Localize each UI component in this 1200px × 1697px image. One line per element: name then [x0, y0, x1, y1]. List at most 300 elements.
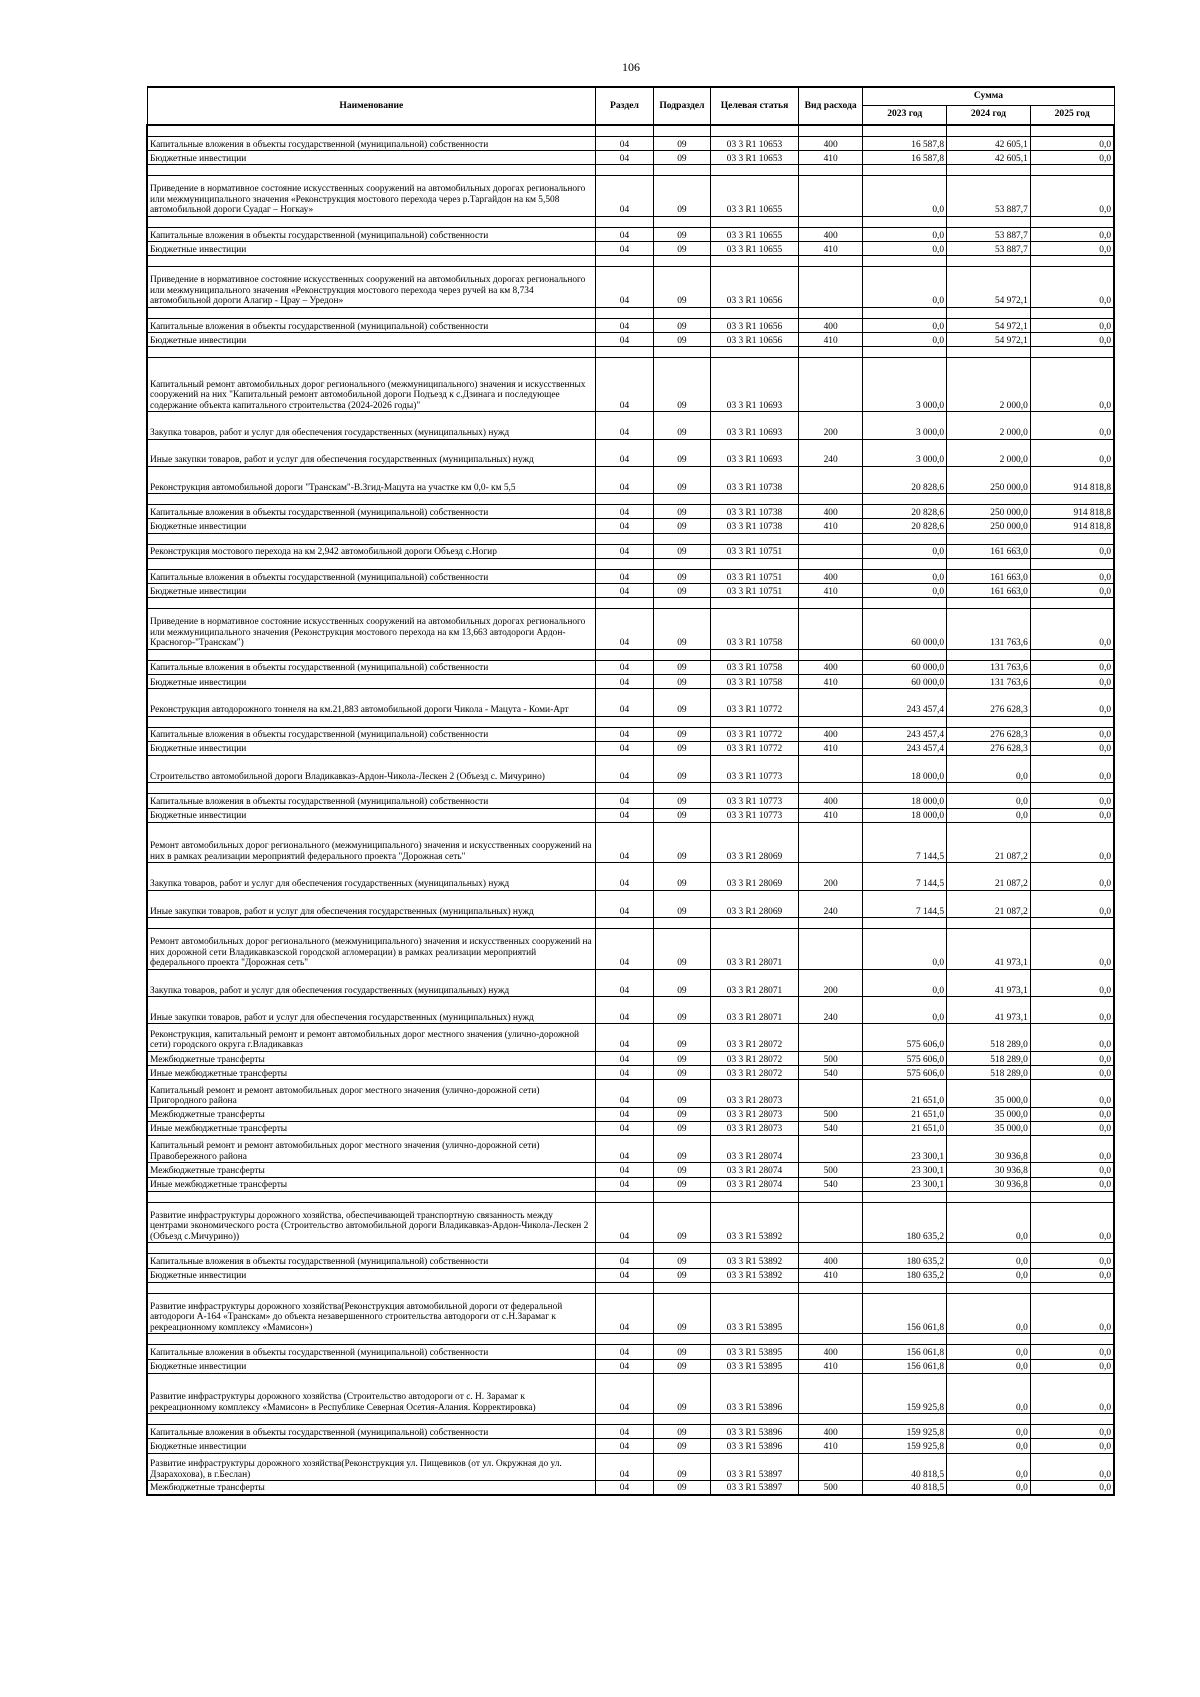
- table-row: [147, 151, 1114, 165]
- cell-2025: 0,0: [1030, 1163, 1114, 1177]
- cell-vid: 500: [798, 1481, 863, 1495]
- cell-name: Капитальные вложения в объекты государственной (муниципальной) собственности: [147, 660, 596, 674]
- table-row: [147, 929, 1114, 970]
- cell-tselevaya: 03 3 R1 53897: [711, 1481, 799, 1495]
- spacer-cell: [798, 1243, 863, 1254]
- header-name: Наименование: [147, 87, 596, 125]
- cell-tselevaya: 03 3 R1 10693: [711, 358, 799, 412]
- table-row: [147, 1481, 1114, 1495]
- cell-2024: 21 087,2: [947, 863, 1031, 890]
- table-row: [147, 808, 1114, 822]
- spacer-cell: [653, 494, 710, 505]
- spacer-cell: [863, 533, 947, 544]
- cell-2025: 0,0: [1030, 1481, 1114, 1495]
- cell-2023: 16 587,8: [863, 137, 947, 151]
- table-row: [147, 1439, 1114, 1453]
- spacer-cell: [863, 347, 947, 358]
- cell-name: Межбюджетные трансферты: [147, 1481, 596, 1495]
- cell-2023: 3 000,0: [863, 412, 947, 439]
- cell-podrazdel: 09: [653, 1121, 710, 1135]
- cell-tselevaya: 03 3 R1 10751: [711, 584, 799, 598]
- cell-razdel: 04: [596, 1051, 653, 1065]
- cell-tselevaya: 03 3 R1 10653: [711, 151, 799, 165]
- cell-tselevaya: 03 3 R1 10656: [711, 267, 799, 308]
- cell-vid: [798, 1453, 863, 1480]
- cell-name: Бюджетные инвестиции: [147, 808, 596, 822]
- table-row: [147, 794, 1114, 808]
- spacer-row: [147, 598, 1114, 609]
- spacer-cell: [947, 165, 1031, 176]
- cell-tselevaya: 03 3 R1 10655: [711, 176, 799, 217]
- cell-podrazdel: 09: [653, 609, 710, 650]
- cell-2025: 0,0: [1030, 1024, 1114, 1051]
- cell-razdel: 04: [596, 137, 653, 151]
- cell-vid: 410: [798, 1359, 863, 1373]
- cell-2024: 161 663,0: [947, 584, 1031, 598]
- spacer-cell: [947, 649, 1031, 660]
- cell-2024: 0,0: [947, 1293, 1031, 1334]
- cell-razdel: 04: [596, 267, 653, 308]
- cell-vid: 410: [798, 519, 863, 533]
- cell-2024: 53 887,7: [947, 176, 1031, 217]
- spacer-cell: [596, 716, 653, 727]
- cell-2023: 0,0: [863, 267, 947, 308]
- table-row: [147, 519, 1114, 533]
- header-podrazdel: Подраздел: [653, 87, 710, 125]
- cell-razdel: 04: [596, 741, 653, 755]
- cell-2024: 276 628,3: [947, 727, 1031, 741]
- cell-name: Развитие инфраструктуры дорожного хозяйства(Реконструкция автомобильной дороги от федеральной автодороги А-164 «Транскам» до объекта незавершенного строительства автодороги от с.Н.Зарамаг к рекреационному комплексу «Мамисон»): [147, 1293, 596, 1334]
- cell-razdel: 04: [596, 808, 653, 822]
- cell-tselevaya: 03 3 R1 10758: [711, 660, 799, 674]
- cell-name: Реконструкция автодорожного тоннеля на км.21,883 автомобильной дороги Чикола - Мацута - Коми-Арт: [147, 689, 596, 716]
- spacer-cell: [863, 1243, 947, 1254]
- cell-2024: 0,0: [947, 1481, 1031, 1495]
- cell-podrazdel: 09: [653, 412, 710, 439]
- cell-tselevaya: 03 3 R1 10758: [711, 675, 799, 689]
- cell-name: Бюджетные инвестиции: [147, 1268, 596, 1282]
- cell-podrazdel: 09: [653, 1051, 710, 1065]
- table-row: [147, 1080, 1114, 1107]
- cell-vid: 200: [798, 412, 863, 439]
- cell-vid: [798, 466, 863, 493]
- spacer-cell: [947, 598, 1031, 609]
- spacer-row: [147, 494, 1114, 505]
- cell-tselevaya: 03 3 R1 10773: [711, 794, 799, 808]
- spacer-cell: [653, 347, 710, 358]
- cell-name: Закупка товаров, работ и услуг для обеспечения государственных (муниципальных) нужд: [147, 412, 596, 439]
- cell-tselevaya: 03 3 R1 28071: [711, 997, 799, 1024]
- cell-2023: 18 000,0: [863, 794, 947, 808]
- cell-vid: [798, 544, 863, 558]
- spacer-cell: [711, 347, 799, 358]
- cell-vid: 200: [798, 863, 863, 890]
- cell-razdel: 04: [596, 1177, 653, 1191]
- spacer-cell: [863, 494, 947, 505]
- spacer-cell: [863, 1414, 947, 1425]
- cell-vid: [798, 755, 863, 782]
- cell-2023: 180 635,2: [863, 1202, 947, 1243]
- cell-tselevaya: 03 3 R1 10693: [711, 439, 799, 466]
- cell-2025: 0,0: [1030, 689, 1114, 716]
- header-summa: Сумма: [863, 87, 1114, 105]
- table-row: [147, 267, 1114, 308]
- table-row: [147, 412, 1114, 439]
- table-row: [147, 569, 1114, 583]
- cell-2024: 53 887,7: [947, 242, 1031, 256]
- spacer-cell: [711, 918, 799, 929]
- cell-2024: 2 000,0: [947, 439, 1031, 466]
- spacer-cell: [653, 918, 710, 929]
- cell-name: Иные межбюджетные трансферты: [147, 1177, 596, 1191]
- spacer-cell: [653, 125, 710, 137]
- spacer-row: [147, 918, 1114, 929]
- cell-2024: 42 605,1: [947, 151, 1031, 165]
- spacer-cell: [1030, 918, 1114, 929]
- cell-podrazdel: 09: [653, 660, 710, 674]
- cell-razdel: 04: [596, 1268, 653, 1282]
- cell-razdel: 04: [596, 412, 653, 439]
- cell-name: Развитие инфраструктуры дорожного хозяйства(Реконструкция ул. Пищевиков (от ул. Окружная до ул. Дзарахохова), в г.Беслан): [147, 1453, 596, 1480]
- cell-tselevaya: 03 3 R1 53892: [711, 1254, 799, 1268]
- cell-name: Бюджетные инвестиции: [147, 1439, 596, 1453]
- cell-2025: 0,0: [1030, 1359, 1114, 1373]
- cell-2025: 0,0: [1030, 609, 1114, 650]
- cell-razdel: 04: [596, 1293, 653, 1334]
- spacer-cell: [1030, 165, 1114, 176]
- cell-2023: 3 000,0: [863, 439, 947, 466]
- cell-2025: 0,0: [1030, 318, 1114, 332]
- cell-2024: 0,0: [947, 1453, 1031, 1480]
- table-row: [147, 1177, 1114, 1191]
- cell-podrazdel: 09: [653, 1024, 710, 1051]
- cell-2024: 161 663,0: [947, 544, 1031, 558]
- table-row: [147, 176, 1114, 217]
- cell-2023: 23 300,1: [863, 1136, 947, 1163]
- cell-2024: 250 000,0: [947, 519, 1031, 533]
- cell-2025: 0,0: [1030, 1051, 1114, 1065]
- table-row: [147, 1254, 1114, 1268]
- cell-vid: [798, 1373, 863, 1414]
- cell-podrazdel: 09: [653, 1293, 710, 1334]
- cell-name: Реконструкция, капитальный ремонт и ремонт автомобильных дорог местного значения (улично-дорожной сети) городского округа г.Владикавказ: [147, 1024, 596, 1051]
- cell-tselevaya: 03 3 R1 10655: [711, 242, 799, 256]
- cell-2023: 18 000,0: [863, 808, 947, 822]
- cell-name: Реконструкция мостового перехода на км 2,942 автомобильной дороги Объезд с.Ногир: [147, 544, 596, 558]
- cell-tselevaya: 03 3 R1 28071: [711, 929, 799, 970]
- cell-vid: 400: [798, 569, 863, 583]
- cell-tselevaya: 03 3 R1 10738: [711, 505, 799, 519]
- spacer-cell: [947, 783, 1031, 794]
- table-row: [147, 755, 1114, 782]
- spacer-cell: [147, 1334, 596, 1345]
- budget-table: [146, 86, 1115, 1496]
- cell-2024: 0,0: [947, 1268, 1031, 1282]
- spacer-cell: [596, 494, 653, 505]
- cell-razdel: 04: [596, 1121, 653, 1135]
- spacer-cell: [798, 256, 863, 267]
- cell-tselevaya: 03 3 R1 10751: [711, 569, 799, 583]
- spacer-cell: [1030, 347, 1114, 358]
- cell-vid: [798, 1136, 863, 1163]
- spacer-cell: [798, 1282, 863, 1293]
- cell-name: Приведение в нормативное состояние искусственных сооружений на автомобильных дорогах регионального или межмуниципального значения «Реконструкция мостового перехода через ручей на км 8,734 автомобильной дороги Алагир - Црау – Уредон»: [147, 267, 596, 308]
- table-row: [147, 358, 1114, 412]
- spacer-cell: [1030, 256, 1114, 267]
- cell-2023: 243 457,4: [863, 727, 947, 741]
- cell-2024: 131 763,6: [947, 609, 1031, 650]
- cell-2023: 0,0: [863, 929, 947, 970]
- cell-vid: 500: [798, 1163, 863, 1177]
- spacer-cell: [947, 494, 1031, 505]
- cell-razdel: 04: [596, 318, 653, 332]
- cell-2023: 156 061,8: [863, 1345, 947, 1359]
- cell-podrazdel: 09: [653, 890, 710, 917]
- cell-name: Капитальные вложения в объекты государственной (муниципальной) собственности: [147, 727, 596, 741]
- cell-vid: [798, 929, 863, 970]
- spacer-cell: [653, 165, 710, 176]
- cell-name: Капитальные вложения в объекты государственной (муниципальной) собственности: [147, 1345, 596, 1359]
- cell-2023: 0,0: [863, 969, 947, 996]
- spacer-cell: [1030, 494, 1114, 505]
- spacer-cell: [947, 918, 1031, 929]
- table-row: [147, 863, 1114, 890]
- cell-2025: 0,0: [1030, 808, 1114, 822]
- spacer-row: [147, 716, 1114, 727]
- cell-2024: 54 972,1: [947, 318, 1031, 332]
- spacer-cell: [147, 307, 596, 318]
- spacer-row: [147, 1334, 1114, 1345]
- cell-razdel: 04: [596, 1345, 653, 1359]
- cell-razdel: 04: [596, 439, 653, 466]
- cell-podrazdel: 09: [653, 1345, 710, 1359]
- table-row: [147, 466, 1114, 493]
- spacer-cell: [596, 1191, 653, 1202]
- spacer-cell: [147, 533, 596, 544]
- cell-tselevaya: 03 3 R1 10653: [711, 137, 799, 151]
- cell-2023: 0,0: [863, 176, 947, 217]
- cell-2025: 0,0: [1030, 794, 1114, 808]
- cell-podrazdel: 09: [653, 1373, 710, 1414]
- cell-2023: 575 606,0: [863, 1066, 947, 1080]
- spacer-cell: [147, 649, 596, 660]
- cell-name: Капитальные вложения в объекты государственной (муниципальной) собственности: [147, 1425, 596, 1439]
- cell-name: Капитальные вложения в объекты государственной (муниципальной) собственности: [147, 227, 596, 241]
- cell-vid: 400: [798, 505, 863, 519]
- spacer-cell: [947, 533, 1031, 544]
- cell-2023: 40 818,5: [863, 1481, 947, 1495]
- spacer-cell: [596, 347, 653, 358]
- cell-2023: 7 144,5: [863, 822, 947, 863]
- cell-vid: [798, 689, 863, 716]
- cell-2023: 0,0: [863, 544, 947, 558]
- spacer-cell: [596, 598, 653, 609]
- spacer-cell: [653, 533, 710, 544]
- cell-razdel: 04: [596, 1359, 653, 1373]
- cell-podrazdel: 09: [653, 1439, 710, 1453]
- spacer-cell: [798, 649, 863, 660]
- cell-razdel: 04: [596, 242, 653, 256]
- cell-tselevaya: 03 3 R1 53895: [711, 1293, 799, 1334]
- cell-vid: 410: [798, 1439, 863, 1453]
- cell-tselevaya: 03 3 R1 28073: [711, 1121, 799, 1135]
- cell-2025: 0,0: [1030, 267, 1114, 308]
- spacer-cell: [947, 1334, 1031, 1345]
- cell-razdel: 04: [596, 890, 653, 917]
- cell-podrazdel: 09: [653, 689, 710, 716]
- table-row: [147, 544, 1114, 558]
- table-row: [147, 1293, 1114, 1334]
- spacer-cell: [947, 558, 1031, 569]
- cell-2024: 35 000,0: [947, 1121, 1031, 1135]
- cell-2023: 60 000,0: [863, 609, 947, 650]
- cell-vid: 240: [798, 439, 863, 466]
- spacer-cell: [147, 1414, 596, 1425]
- cell-2024: 0,0: [947, 1254, 1031, 1268]
- cell-podrazdel: 09: [653, 1359, 710, 1373]
- spacer-cell: [596, 1334, 653, 1345]
- spacer-row: [147, 649, 1114, 660]
- cell-podrazdel: 09: [653, 569, 710, 583]
- cell-podrazdel: 09: [653, 1268, 710, 1282]
- spacer-cell: [653, 1243, 710, 1254]
- cell-vid: 540: [798, 1066, 863, 1080]
- cell-vid: 410: [798, 741, 863, 755]
- cell-podrazdel: 09: [653, 675, 710, 689]
- spacer-cell: [863, 918, 947, 929]
- spacer-cell: [653, 256, 710, 267]
- table-row: [147, 675, 1114, 689]
- spacer-cell: [711, 1243, 799, 1254]
- cell-2025: 0,0: [1030, 822, 1114, 863]
- cell-name: Бюджетные инвестиции: [147, 1359, 596, 1373]
- cell-name: Капитальный ремонт и ремонт автомобильных дорог местного значения (улично-дорожной сети) Пригородного района: [147, 1080, 596, 1107]
- cell-2023: 0,0: [863, 242, 947, 256]
- cell-2023: 40 818,5: [863, 1453, 947, 1480]
- spacer-cell: [711, 598, 799, 609]
- spacer-cell: [1030, 1282, 1114, 1293]
- cell-2024: 276 628,3: [947, 741, 1031, 755]
- cell-2023: 180 635,2: [863, 1254, 947, 1268]
- cell-2023: 21 651,0: [863, 1080, 947, 1107]
- table-row: [147, 822, 1114, 863]
- spacer-cell: [653, 558, 710, 569]
- spacer-cell: [596, 1282, 653, 1293]
- cell-razdel: 04: [596, 929, 653, 970]
- cell-podrazdel: 09: [653, 519, 710, 533]
- cell-2024: 0,0: [947, 1359, 1031, 1373]
- cell-podrazdel: 09: [653, 242, 710, 256]
- table-row: [147, 584, 1114, 598]
- cell-2023: 0,0: [863, 997, 947, 1024]
- table-row: [147, 1136, 1114, 1163]
- cell-2024: 0,0: [947, 1425, 1031, 1439]
- spacer-cell: [653, 649, 710, 660]
- table-row: [147, 1024, 1114, 1051]
- cell-2023: 575 606,0: [863, 1024, 947, 1051]
- cell-vid: [798, 609, 863, 650]
- spacer-cell: [1030, 649, 1114, 660]
- cell-2025: 0,0: [1030, 544, 1114, 558]
- cell-2023: 20 828,6: [863, 519, 947, 533]
- cell-tselevaya: 03 3 R1 28074: [711, 1136, 799, 1163]
- cell-2023: 0,0: [863, 318, 947, 332]
- cell-razdel: 04: [596, 727, 653, 741]
- header-2024: 2024 год: [947, 105, 1031, 125]
- table-row: [147, 1359, 1114, 1373]
- cell-razdel: 04: [596, 505, 653, 519]
- cell-razdel: 04: [596, 755, 653, 782]
- cell-razdel: 04: [596, 822, 653, 863]
- spacer-cell: [653, 598, 710, 609]
- spacer-cell: [798, 347, 863, 358]
- cell-name: Иные межбюджетные трансферты: [147, 1121, 596, 1135]
- cell-2025: 0,0: [1030, 1254, 1114, 1268]
- cell-2024: 30 936,8: [947, 1136, 1031, 1163]
- cell-vid: 500: [798, 1107, 863, 1121]
- cell-tselevaya: 03 3 R1 53895: [711, 1345, 799, 1359]
- cell-2023: 21 651,0: [863, 1121, 947, 1135]
- cell-razdel: 04: [596, 176, 653, 217]
- spacer-cell: [711, 558, 799, 569]
- cell-razdel: 04: [596, 1481, 653, 1495]
- cell-podrazdel: 09: [653, 808, 710, 822]
- cell-2025: 0,0: [1030, 1066, 1114, 1080]
- spacer-cell: [863, 125, 947, 137]
- spacer-cell: [798, 165, 863, 176]
- cell-podrazdel: 09: [653, 1136, 710, 1163]
- cell-razdel: 04: [596, 466, 653, 493]
- cell-name: Межбюджетные трансферты: [147, 1107, 596, 1121]
- cell-vid: 410: [798, 808, 863, 822]
- cell-podrazdel: 09: [653, 466, 710, 493]
- cell-2024: 54 972,1: [947, 333, 1031, 347]
- cell-2023: 20 828,6: [863, 466, 947, 493]
- spacer-cell: [147, 256, 596, 267]
- table-row: [147, 505, 1114, 519]
- header-2023: 2023 год: [863, 105, 947, 125]
- spacer-row: [147, 1282, 1114, 1293]
- spacer-cell: [863, 307, 947, 318]
- cell-vid: 410: [798, 333, 863, 347]
- spacer-cell: [147, 1191, 596, 1202]
- cell-2024: 30 936,8: [947, 1163, 1031, 1177]
- cell-vid: 200: [798, 969, 863, 996]
- cell-podrazdel: 09: [653, 358, 710, 412]
- cell-tselevaya: 03 3 R1 10738: [711, 466, 799, 493]
- cell-razdel: 04: [596, 1373, 653, 1414]
- cell-2024: 35 000,0: [947, 1107, 1031, 1121]
- cell-2025: 0,0: [1030, 176, 1114, 217]
- spacer-cell: [947, 307, 1031, 318]
- spacer-row: [147, 165, 1114, 176]
- cell-name: Капитальные вложения в объекты государственной (муниципальной) собственности: [147, 505, 596, 519]
- spacer-cell: [798, 125, 863, 137]
- cell-2024: 21 087,2: [947, 890, 1031, 917]
- spacer-row: [147, 125, 1114, 137]
- spacer-cell: [653, 716, 710, 727]
- spacer-cell: [711, 216, 799, 227]
- cell-2025: 0,0: [1030, 1293, 1114, 1334]
- cell-2024: 21 087,2: [947, 822, 1031, 863]
- cell-podrazdel: 09: [653, 1066, 710, 1080]
- cell-2024: 0,0: [947, 755, 1031, 782]
- cell-name: Бюджетные инвестиции: [147, 242, 596, 256]
- cell-podrazdel: 09: [653, 439, 710, 466]
- spacer-cell: [863, 783, 947, 794]
- cell-2025: 0,0: [1030, 569, 1114, 583]
- spacer-cell: [947, 1414, 1031, 1425]
